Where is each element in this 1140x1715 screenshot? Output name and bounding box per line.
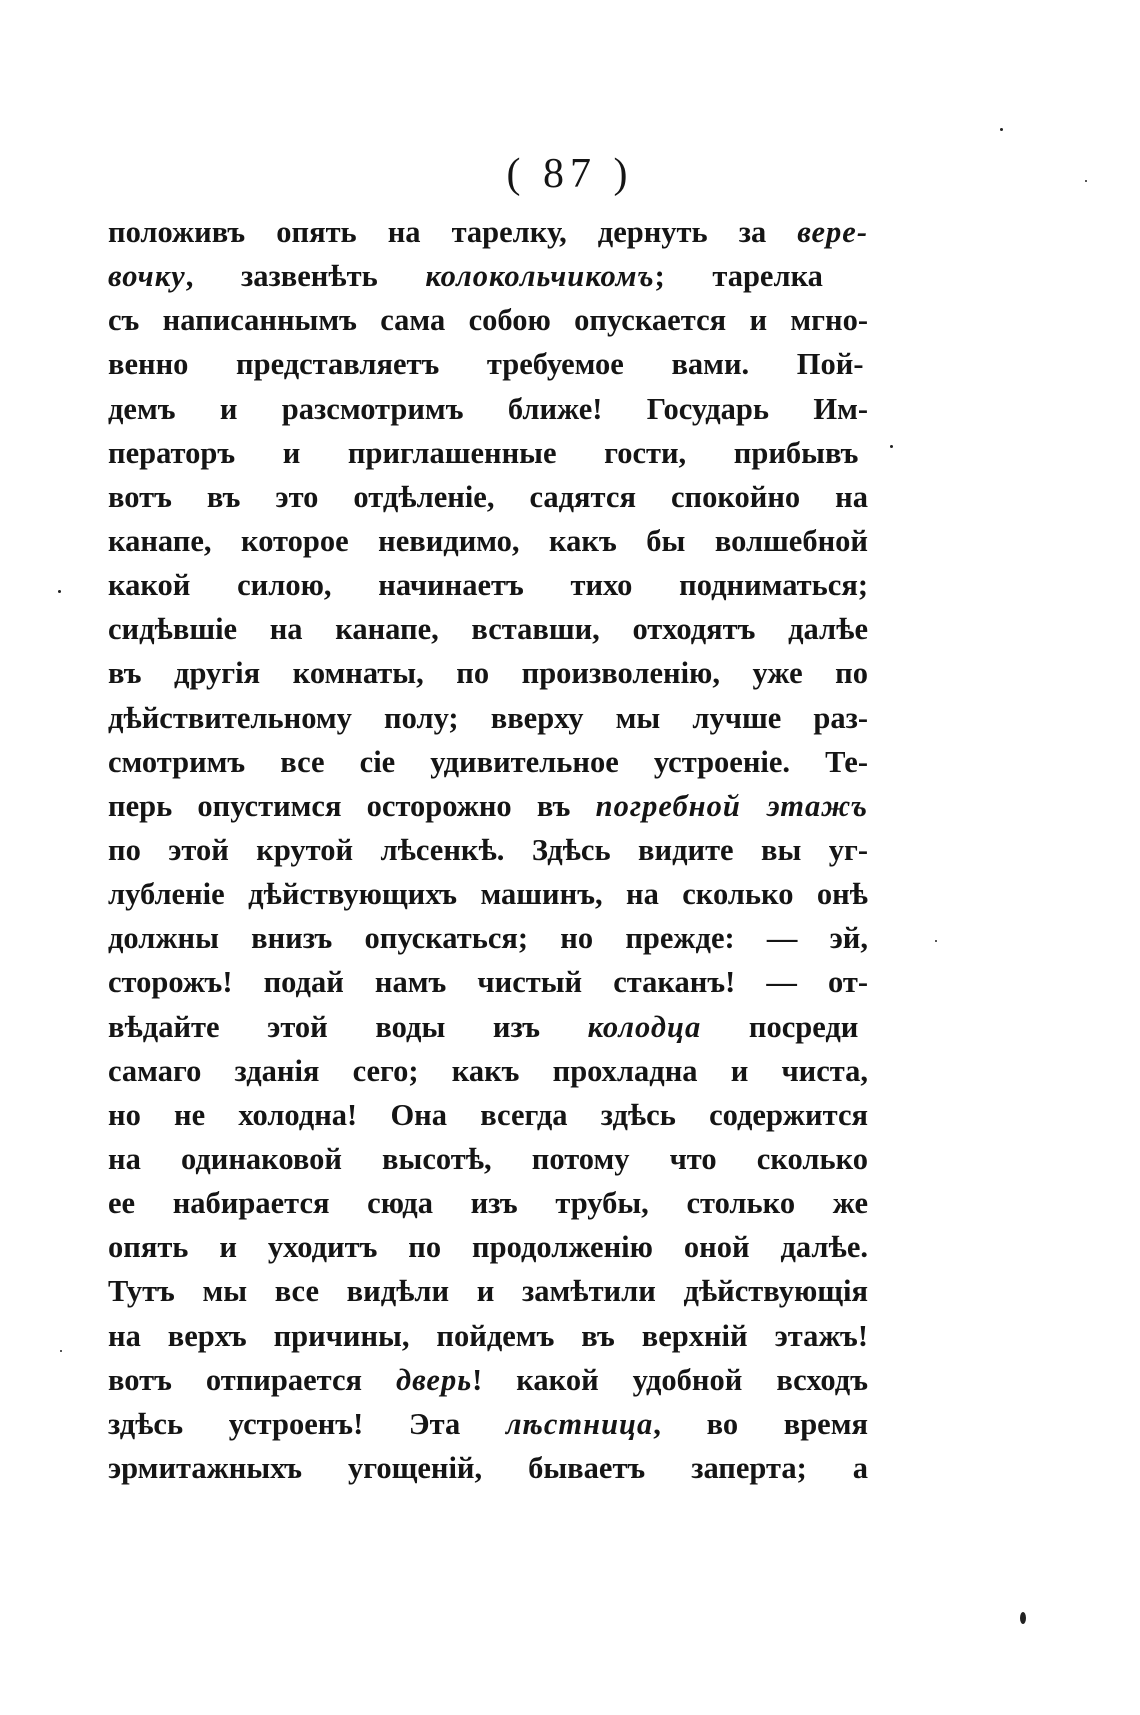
text-line-19: вѣдайте этой воды изъ колодца посреди: [108, 1009, 859, 1044]
text-line-8: канапе, которое невидимо, какъ бы волшебной: [108, 523, 868, 558]
text-line-12: дѣйствительному полу; вверху мы лучше раз-: [108, 700, 868, 735]
text-line-11: въ другія комнаты, по произволенію, уже по: [108, 656, 868, 691]
text-line-9: какой силою, начинаетъ тихо подниматься;: [108, 568, 868, 603]
text-line-23: ее набирается сюда изъ трубы, столько же: [108, 1186, 868, 1221]
italic-word: колокольчикомъ: [425, 259, 655, 294]
scan-speck: [58, 590, 61, 593]
scan-speck: [890, 445, 893, 448]
text-line-20: самаго зданія сего; какъ прохладна и чиста,: [108, 1053, 868, 1088]
text-line-4: венно представляетъ требуемое вами. Пой-: [108, 347, 864, 382]
text-line-15: по этой крутой лѣсенкѣ. Здѣсь видите вы уг-: [108, 832, 868, 867]
text-line-3: съ написаннымъ сама собою опускается и мгно-: [108, 303, 868, 338]
text-line-17: должны внизъ опускаться; но прежде: — эй,: [108, 921, 868, 956]
text-line-2: вочку, зазвенѣть колокольчикомъ; тарелка: [108, 259, 823, 294]
text-line-1: положивъ опять на тарелку, дернуть за вере-: [108, 215, 868, 249]
body-text: [108, 210, 868, 1490]
scan-speck: [1000, 128, 1003, 131]
text-line-5: демъ и разсмотримъ ближе! Государь Им-: [108, 391, 868, 426]
text-line-6: ператоръ и приглашенные гости, прибывъ: [108, 435, 859, 470]
text-line-10: сидѣвшіе на канапе, вставши, отходятъ далѣе: [108, 612, 868, 647]
page-number: ( 87 ): [506, 151, 634, 197]
text-line-25: Тутъ мы все видѣли и замѣтили дѣйствующія: [108, 1274, 868, 1309]
scan-speck: [1085, 180, 1087, 182]
text-line-22: на одинаковой высотѣ, потому что сколько: [108, 1141, 868, 1176]
italic-word: вере-: [797, 215, 868, 249]
scan-speck: [935, 940, 937, 942]
text-line-28: здѣсь устроенъ! Эта лѣстница, во время: [108, 1406, 869, 1441]
italic-word: колодца: [587, 1009, 702, 1044]
text-line-24: опять и уходитъ по продолженію оной далѣе.: [108, 1230, 868, 1265]
scan-speck: [60, 1350, 62, 1352]
italic-word: вочку: [108, 259, 186, 294]
text-line-29: эрмитажныхъ угощеній, бываетъ заперта; а: [108, 1450, 868, 1485]
text-line-27: вотъ отпирается дверь! какой удобной всходъ: [108, 1362, 868, 1397]
italic-word: погребной этажъ: [595, 788, 868, 823]
text-line-26: на верхъ причины, пойдемъ въ верхній этажъ!: [108, 1318, 868, 1353]
text-line-18: сторожъ! подай намъ чистый стаканъ! — от-: [108, 965, 868, 1000]
text-line-16: лубленіе дѣйствующихъ машинъ, на сколько онѣ: [108, 877, 868, 912]
text-line-21: но не холодна! Она всегда здѣсь содержится: [108, 1097, 868, 1132]
italic-word: дверь: [396, 1362, 473, 1397]
text-line-7: вотъ въ это отдѣленіе, садятся спокойно на: [108, 479, 868, 514]
text-line-14: перь опустимся осторожно въ погребной этажъ: [108, 788, 868, 823]
text-line-13: смотримъ все сіе удивительное устроеніе. Те-: [108, 744, 868, 779]
italic-word: лѣстница: [505, 1406, 654, 1441]
scan-speck: [1020, 1612, 1026, 1624]
